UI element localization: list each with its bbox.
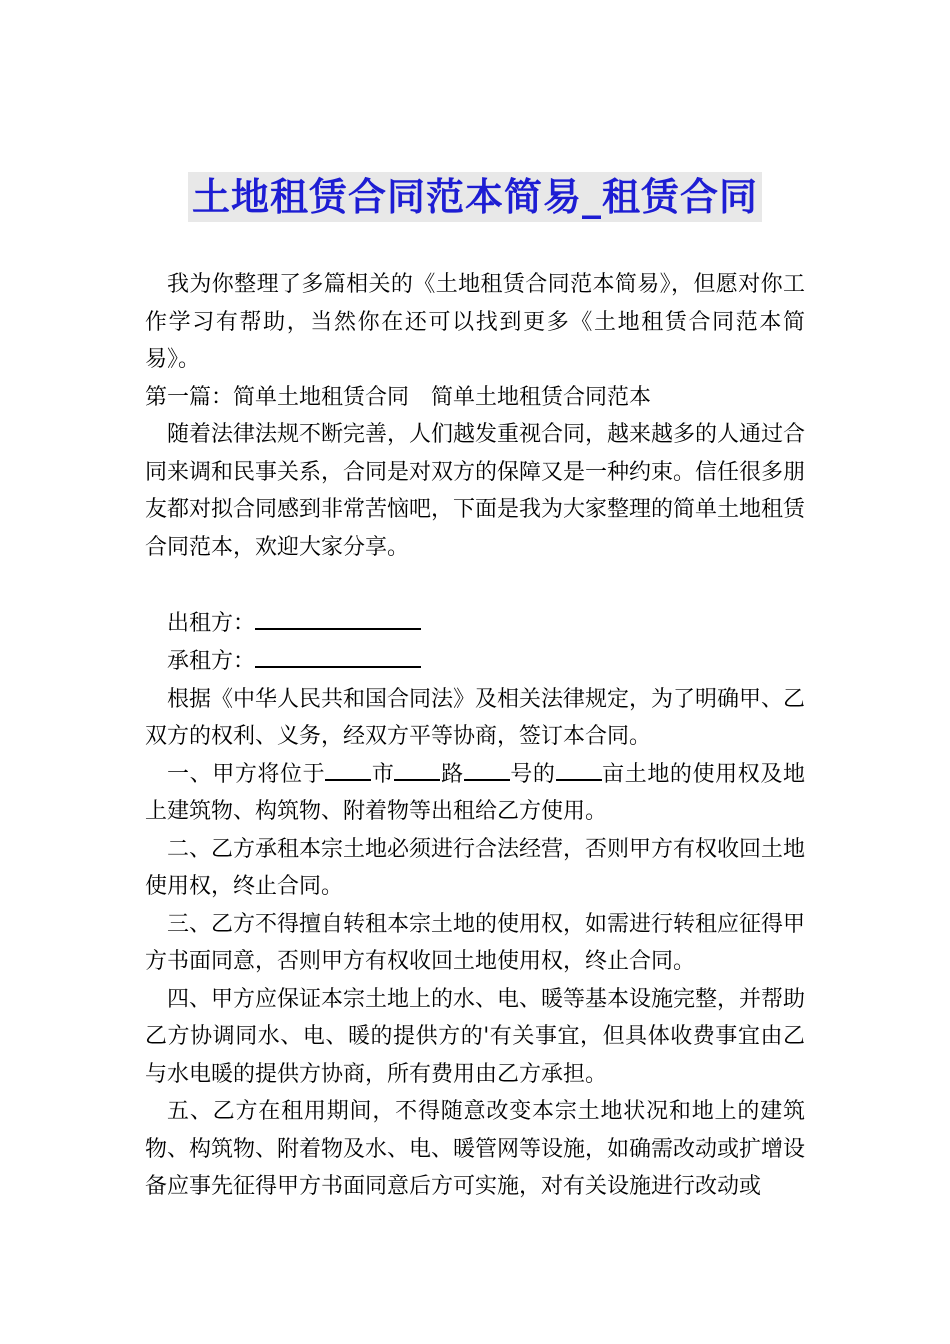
document-title: 土地租赁合同范本简易_租赁合同 xyxy=(188,172,762,222)
document-body xyxy=(145,266,805,1206)
preface-paragraph: 随着法律法规不断完善，人们越发重视合同，越来越多的人通过合同来调和民事关系，合同是对双方的保障又是一种约束。信任很多朋友都对拟合同感到非常苦恼吧，下面是我为大家整理的简单土地租赁合同范本，欢迎大家分享。 xyxy=(145,422,806,560)
intro-paragraph: 我为你整理了多篇相关的《土地租赁合同范本简易》，但愿对你工作学习有帮助，当然你在还可以找到更多《土地租赁合同范本简易》。 xyxy=(145,272,805,372)
lessee-label: 承租方： xyxy=(167,649,256,674)
basis-paragraph: 根据《中华人民共和国合同法》及相关法律规定，为了明确甲、乙双方的权利、义务，经双方平等协商，签订本合同。 xyxy=(145,686,806,749)
clause-1-text-e: 亩土地的使用权及地上建筑物、构筑物、附着物等出租给乙方使用。 xyxy=(145,761,805,824)
clause-1 xyxy=(145,756,805,831)
lessor-line xyxy=(145,604,805,643)
lessor-label: 出租方： xyxy=(167,610,256,636)
clause-2: 二、乙方承租本宗土地必须进行合法经营，否则甲方有权收回土地使用权，终止合同。 xyxy=(145,836,806,899)
chapter-heading: 第一篇：简单土地租赁合同 简单土地租赁合同范本 xyxy=(145,384,652,410)
clause-4: 四、甲方应保证本宗土地上的水、电、暖等基本设施完整，并帮助乙方协调同水、电、暖的提供方的'有关事宜，但具体收费事宜由乙与水电暖的提供方协商，所有费用由乙方承担。 xyxy=(145,986,806,1087)
road-blank xyxy=(394,757,440,781)
blank-line xyxy=(145,566,805,604)
lessor-blank xyxy=(255,604,421,630)
clause-1-text-d: 号的 xyxy=(509,761,556,787)
clause-1-text-a: 一、甲方将位于 xyxy=(167,761,326,787)
clause-3: 三、乙方不得擅自转租本宗土地的使用权，如需进行转租应征得甲方书面同意，否则甲方有权收回土地使用权，终止合同。 xyxy=(145,911,806,974)
clause-1-text-c: 路 xyxy=(440,761,464,787)
clause-1-text-b: 市 xyxy=(371,761,395,787)
lessee-line xyxy=(145,642,805,681)
number-blank xyxy=(464,757,510,781)
clause-5: 五、乙方在租用期间，不得随意改变本宗土地状况和地上的建筑物、构筑物、附着物及水、电、暖管网等设施，如确需改动或扩增设备应事先征得甲方书面同意后方可实施，对有关设施进行改动或 xyxy=(145,1099,806,1199)
city-blank xyxy=(325,757,371,781)
title-wrap xyxy=(0,172,950,222)
area-blank xyxy=(556,757,602,781)
lessee-blank xyxy=(255,642,421,668)
